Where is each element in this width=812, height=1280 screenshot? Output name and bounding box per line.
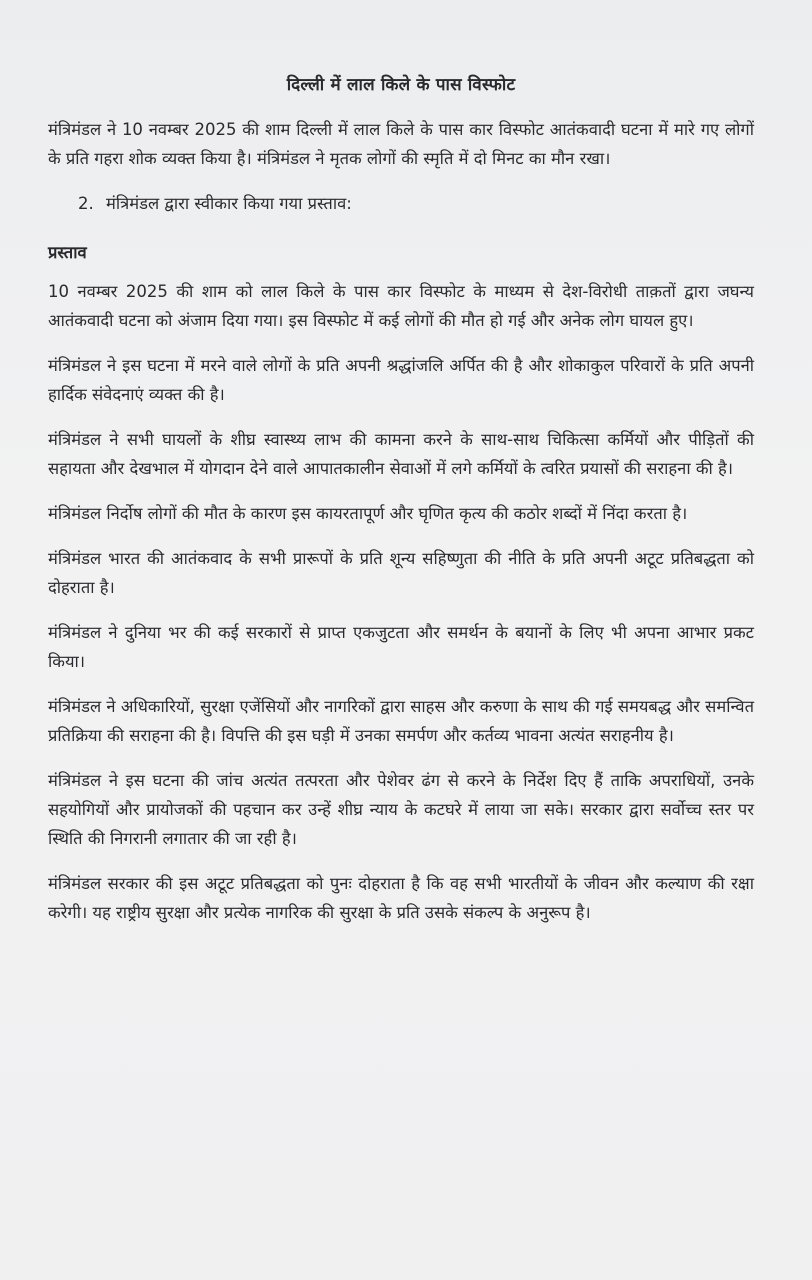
- resolution-paragraph-3: मंत्रिमंडल ने सभी घायलों के शीघ्र स्वास्थ्य लाभ की कामना करने के साथ-साथ चिकित्सा कर्मियों और पीड़ितों की सहायता और देखभाल में योगदान देने वाले आपातकालीन सेवाओं में लगे कर्मियों के त्वरित प्रयासों की सराहना की है।: [48, 430, 754, 478]
- item-number: 2.: [78, 194, 94, 213]
- item-text: मंत्रिमंडल द्वारा स्वीकार किया गया प्रस्ताव:: [106, 194, 352, 213]
- resolution-paragraph-4: मंत्रिमंडल निर्दोष लोगों की मौत के कारण इस कायरतापूर्ण और घृणित कृत्य की कठोर शब्दों में निंदा करता है।: [48, 504, 688, 523]
- document-title: दिल्ली में लाल किले के पास विस्फोट: [286, 75, 516, 95]
- resolution-paragraph-5: मंत्रिमंडल भारत की आतंकवाद के सभी प्रारूपों के प्रति शून्य सहिष्णुता की नीति के प्रति अपनी अटूट प्रतिबद्धता को दोहराता है।: [48, 549, 754, 597]
- numbered-item-2: [48, 189, 754, 218]
- resolution-paragraph-7: मंत्रिमंडल ने अधिकारियों, सुरक्षा एजेंसियों और नागरिकों द्वारा साहस और करुणा के साथ की गई समयबद्ध और समन्वित प्रतिक्रिया की सराहना की है। विपत्ति की इस घड़ी में उनका समर्पण और कर्तव्य भावना अत्यंत सराहनीय है।: [48, 697, 754, 745]
- resolution-heading: प्रस्ताव: [48, 243, 87, 262]
- intro-paragraph: मंत्रिमंडल ने 10 नवम्बर 2025 की शाम दिल्ली में लाल किले के पास कार विस्फोट आतंकवादी घटना में मारे गए लोगों के प्रति गहरा शोक व्यक्त किया है। मंत्रिमंडल ने मृतक लोगों की स्मृति में दो मिनट का मौन रखा।: [48, 120, 754, 168]
- resolution-paragraph-2: मंत्रिमंडल ने इस घटना में मरने वाले लोगों के प्रति अपनी श्रद्धांजलि अर्पित की है और शोकाकुल परिवारों के प्रति अपनी हार्दिक संवेदनाएं व्यक्त की है।: [48, 356, 754, 404]
- resolution-paragraph-8: मंत्रिमंडल ने इस घटना की जांच अत्यंत तत्परता और पेशेवर ढंग से करने के निर्देश दिए हैं ताकि अपराधियों, उनके सहयोगियों और प्रायोजकों की पहचान कर उन्हें शीघ्र न्याय के कटघरे में लाया जा सके। सरकार द्वारा सर्वोच्च स्तर पर स्थिति की निगरानी लगातार की जा रही है।: [48, 771, 754, 848]
- resolution-paragraph-1: 10 नवम्बर 2025 की शाम को लाल किले के पास कार विस्फोट के माध्यम से देश-विरोधी ताक़तों द्वारा जघन्य आतंकवादी घटना को अंजाम दिया गया। इस विस्फोट में कई लोगों की मौत हो गई और अनेक लोग घायल हुए।: [48, 282, 754, 330]
- resolution-paragraph-9: मंत्रिमंडल सरकार की इस अटूट प्रतिबद्धता को पुनः दोहराता है कि वह सभी भारतीयों के जीवन और कल्याण की रक्षा करेगी। यह राष्ट्रीय सुरक्षा और प्रत्येक नागरिक की सुरक्षा के प्रति उसके संकल्प के अनुरूप है।: [48, 874, 754, 922]
- resolution-paragraph-6: मंत्रिमंडल ने दुनिया भर की कई सरकारों से प्राप्त एकजुटता और समर्थन के बयानों के लिए भी अपना आभार प्रकट किया।: [48, 623, 754, 671]
